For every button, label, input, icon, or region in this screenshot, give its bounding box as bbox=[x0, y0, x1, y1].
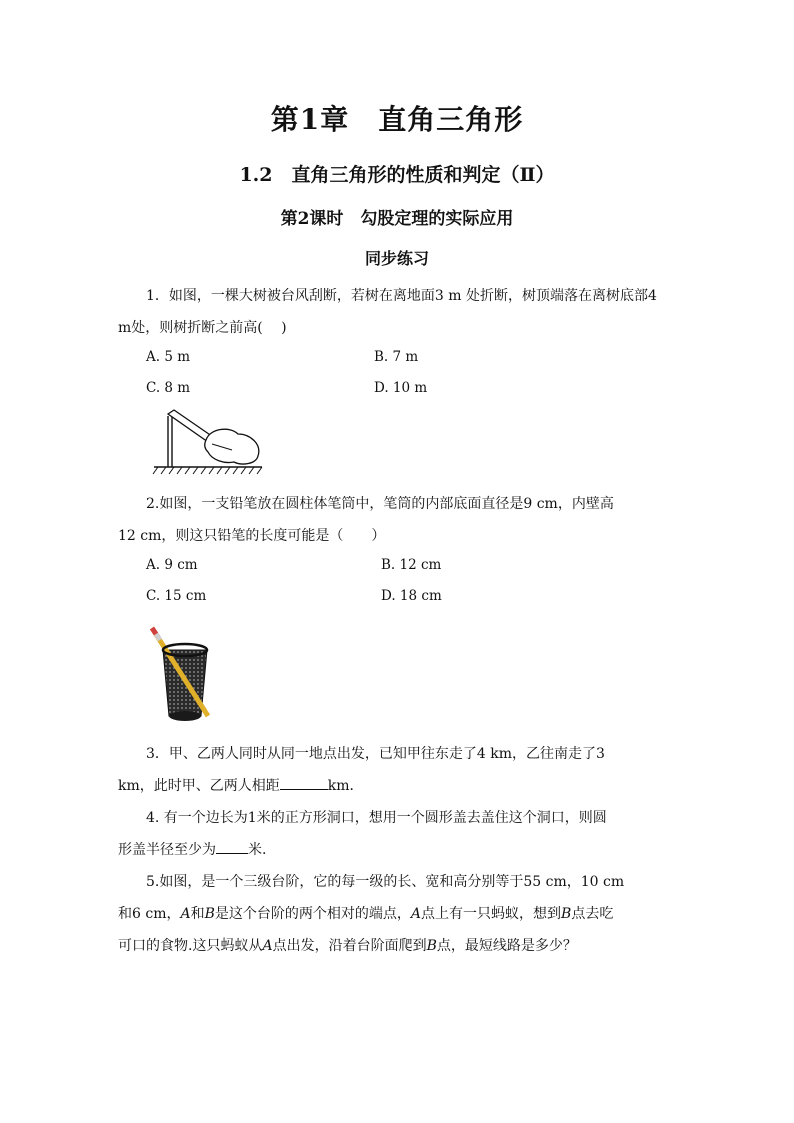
chapter-title: 第1章 直角三角形 bbox=[270, 103, 524, 136]
point-a-label: A bbox=[410, 906, 422, 922]
question-1-line-2: m处，则树折断之前高( ) bbox=[118, 320, 287, 336]
q2-option-b: B. 12 cm bbox=[381, 557, 442, 573]
q5-text: 是这个台阶的两个相对的端点， bbox=[214, 906, 411, 922]
question-2-line-2: 12 cm，则这只铅笔的长度可能是（ ） bbox=[118, 528, 386, 544]
question-4-line-2 bbox=[118, 839, 266, 859]
q5-text: 可口的食物.这只蚂蚁从 bbox=[118, 938, 263, 954]
q5-text: 点出发，沿着台阶面爬到 bbox=[272, 938, 427, 954]
broken-tree-figure bbox=[150, 404, 268, 476]
q5-text: 和 bbox=[190, 906, 205, 922]
question-1-line-1: 1．如图，一棵大树被台风刮断，若树在离地面3 m 处折断，树顶端落在离树底部4 bbox=[146, 288, 657, 304]
question-5-line-2 bbox=[118, 903, 613, 923]
q1-option-b: B. 7 m bbox=[374, 349, 419, 365]
q5-text: 点上有一只蚂蚁，想到 bbox=[421, 906, 562, 922]
point-b-label: B bbox=[204, 906, 215, 922]
point-b-label: B bbox=[426, 938, 437, 954]
question-4-unit: 米. bbox=[248, 842, 267, 858]
q5-text: 点，最短线路是多少？ bbox=[436, 938, 577, 954]
point-a-label: A bbox=[262, 938, 273, 954]
pencil-holder-figure bbox=[148, 622, 218, 724]
point-a-label: A bbox=[180, 906, 191, 922]
question-2-line-1: 2.如图，一支铅笔放在圆柱体笔筒中，笔筒的内部底面直径是9 cm，内壁高 bbox=[146, 496, 614, 512]
lesson-title: 第2课时 勾股定理的实际应用 bbox=[280, 209, 514, 229]
question-3-unit: km． bbox=[327, 778, 364, 794]
point-b-label: B bbox=[561, 906, 572, 922]
question-3-line-2 bbox=[118, 775, 364, 795]
q5-text: 点去吃 bbox=[571, 906, 614, 922]
question-5-line-1: 5.如图，是一个三级台阶，它的每一级的长、宽和高分别等于55 cm，10 cm bbox=[146, 874, 625, 890]
question-4-line-1: 4. 有一个边长为1米的正方形洞口，想用一个圆形盖去盖住这个洞口，则圆 bbox=[146, 810, 607, 826]
answer-blank[interactable] bbox=[280, 775, 328, 790]
q1-option-a: A. 5 m bbox=[146, 349, 191, 365]
q1-option-d: D. 10 m bbox=[374, 380, 428, 396]
question-4-text: 形盖半径至少为 bbox=[118, 842, 216, 858]
q2-option-c: C. 15 cm bbox=[146, 588, 207, 604]
q1-option-c: C. 8 m bbox=[146, 380, 191, 396]
q2-option-a: A. 9 cm bbox=[146, 557, 198, 573]
practice-heading: 同步练习 bbox=[364, 249, 429, 268]
q5-text: 和6 cm， bbox=[118, 906, 181, 922]
question-3-line-1: 3．甲、乙两人同时从同一地点出发，已知甲往东走了4 km，乙往南走了3 bbox=[146, 746, 605, 762]
answer-blank[interactable] bbox=[216, 839, 248, 854]
section-title: 1.2 直角三角形的性质和判定（Ⅱ） bbox=[239, 164, 555, 186]
question-5-line-3 bbox=[118, 935, 577, 955]
q2-option-d: D. 18 cm bbox=[381, 588, 442, 604]
question-3-text: km，此时甲、乙两人相距 bbox=[118, 778, 280, 794]
